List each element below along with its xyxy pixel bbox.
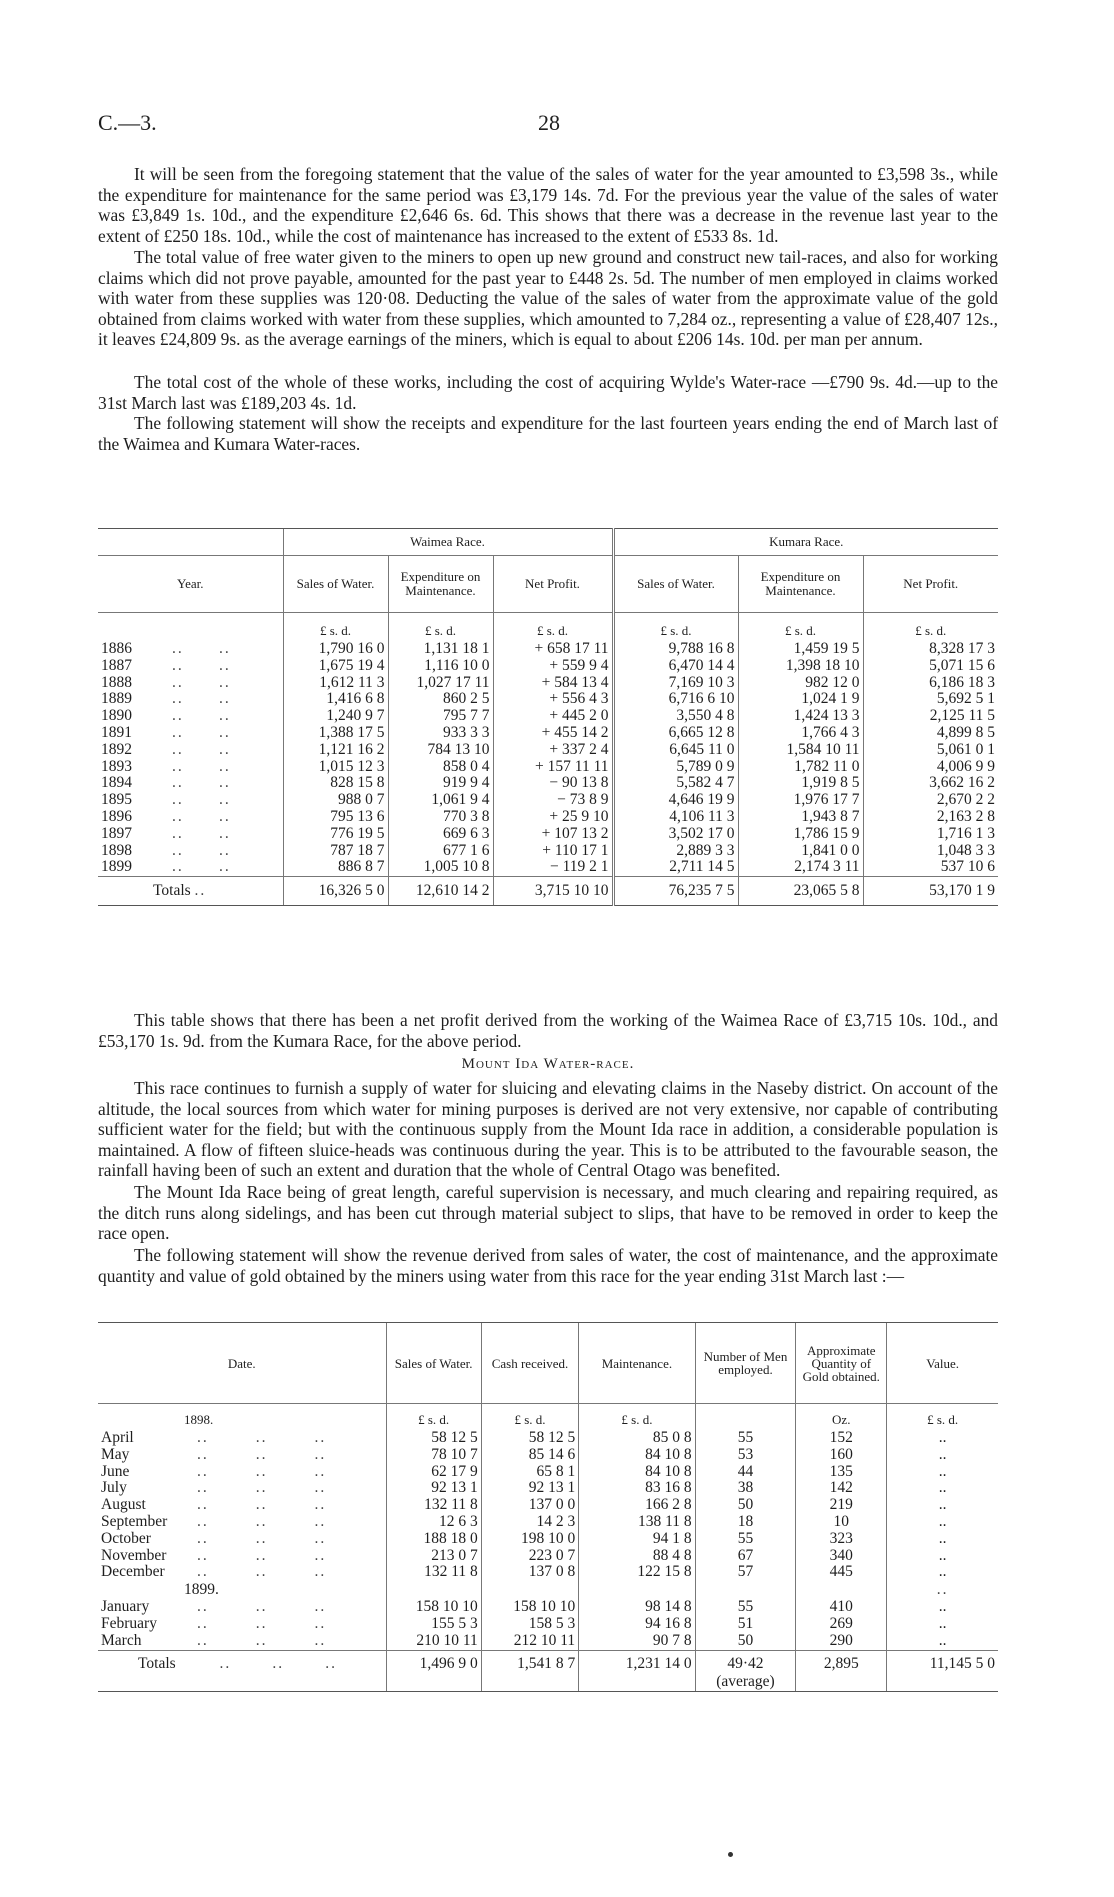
table-row: 1891 .. .. 1,388 17 5 933 3 3 + 455 14 2 6,665 12 8 1,766 4 3 4,899 8 5 — [98, 725, 998, 742]
total-cell: 76,235 7 5 — [613, 877, 738, 906]
table-cell: 340 — [796, 1548, 887, 1565]
col-sales: Sales of Water. — [386, 1323, 481, 1404]
table-cell: 828 15 8 — [283, 775, 388, 792]
table-cell: 57 — [695, 1564, 796, 1581]
total-cell: 53,170 1 9 — [863, 877, 998, 906]
table-cell: 51 — [695, 1616, 796, 1633]
table-cell: + 455 14 2 — [493, 725, 613, 742]
table-cell: .. — [887, 1633, 998, 1650]
table-row: 1894 .. .. 828 15 8 919 9 4 − 90 13 8 5,582 4 7 1,919 8 5 3,662 16 2 — [98, 775, 998, 792]
total-cell: 11,145 5 0 — [887, 1650, 998, 1691]
unit-label: £ s. d. — [613, 613, 738, 642]
table-cell: 1,048 3 3 — [863, 843, 998, 860]
col-waimea-expenditure: Expenditure on Maintenance. — [388, 556, 493, 613]
table-cell: 78 10 7 — [386, 1447, 481, 1464]
table-cell: 1,116 10 0 — [388, 658, 493, 675]
table-cell: 137 0 0 — [481, 1497, 578, 1514]
col-cash: Cash received. — [481, 1323, 578, 1404]
col-date: Date. — [98, 1323, 386, 1404]
table-cell: 770 3 8 — [388, 809, 493, 826]
paragraph-mount-ida-supervision: The Mount Ida Race being of great length, careful supervision is necessary, and much clearing and repairing required, as the ditch runs along sidelings, and has been cut through material subject to slips, that have to be removed in order to keep the race open. — [98, 1182, 998, 1244]
table-cell: 1,240 9 7 — [283, 708, 388, 725]
table-cell: 1,388 17 5 — [283, 725, 388, 742]
table-row: 1889 .. .. 1,416 6 8 860 2 5 + 556 4 3 6,716 6 10 1,024 1 9 5,692 5 1 — [98, 691, 998, 708]
totals-label: Totals — [153, 882, 191, 900]
table-cell: 85 14 6 — [481, 1447, 578, 1464]
unit-label: £ s. d. — [738, 613, 863, 642]
table-cell: 158 10 10 — [386, 1599, 481, 1616]
document-reference: C.—3. — [98, 110, 157, 135]
table-cell: 210 10 11 — [386, 1633, 481, 1650]
table-row: 1895 .. .. 988 0 7 1,061 9 4 − 73 8 9 4,646 19 9 1,976 17 7 2,670 2 2 — [98, 792, 998, 809]
table-cell: 5,582 4 7 — [613, 775, 738, 792]
col-maintenance: Maintenance. — [579, 1323, 695, 1404]
table-cell: 38 — [695, 1480, 796, 1497]
month-cell: July — [101, 1479, 127, 1497]
month-cell: May — [101, 1445, 130, 1463]
table-row: January .. .. .. 158 10 10 158 10 10 98 14 8 55 410 .. — [98, 1599, 998, 1616]
col-waimea-sales: Sales of Water. — [283, 556, 388, 613]
table-cell: 1,061 9 4 — [388, 792, 493, 809]
page-number: 28 — [538, 110, 560, 135]
table-cell: 223 0 7 — [481, 1548, 578, 1565]
table-cell: 537 10 6 — [863, 859, 998, 876]
paragraph-water-sales: It will be seen from the foregoing statement that the value of the sales of water for the year amounted to £3,598 3s., while the expenditure for maintenance for the same period was £3,179 14s. 7d. For the previous year the value of the sales of water was £3,849 1s. 10d., and the expenditure £2,646 6s. 6d. This shows that there was a decrease in the revenue last year to the extent of £250 18s. 10d., while the cost of maintenance has increased to the extent of £533 8s. 1d. — [98, 164, 998, 246]
table-cell: 90 7 8 — [579, 1633, 695, 1650]
paragraph-mount-ida-statement: The following statement will show the revenue derived from sales of water, the cost of maintenance, and the approximate quantity and value of gold obtained by the miners using water from this race for the year ending 31st March last :— — [98, 1245, 998, 1286]
col-waimea-profit: Net Profit. — [493, 556, 613, 613]
table-cell: 85 0 8 — [579, 1430, 695, 1447]
table-cell: 1,015 12 3 — [283, 759, 388, 776]
table-cell: 1,786 15 9 — [738, 826, 863, 843]
table-cell: 55 — [695, 1599, 796, 1616]
table-cell: 1,398 18 10 — [738, 658, 863, 675]
table-cell: 98 14 8 — [579, 1599, 695, 1616]
page-header — [98, 110, 998, 140]
table-cell: 4,006 9 9 — [863, 759, 998, 776]
table-row: 1898 .. .. 787 18 7 677 1 6 + 110 17 1 2,889 3 3 1,841 0 0 1,048 3 3 — [98, 843, 998, 860]
unit-label: £ s. d. — [887, 1404, 998, 1431]
table-cell: 188 18 0 — [386, 1531, 481, 1548]
unit-label: £ s. d. — [863, 613, 998, 642]
table-cell: 92 13 1 — [481, 1480, 578, 1497]
paragraph-net-profit: This table shows that there has been a net profit derived from the working of the Waimea Race of £3,715 10s. 10d., and £53,170 1s. 9d. from the Kumara Race, for the above period. — [98, 1010, 998, 1051]
month-cell: January — [101, 1598, 150, 1616]
table-cell: + 658 17 11 — [493, 641, 613, 658]
table-cell: .. — [887, 1548, 998, 1565]
table-cell: 1,790 16 0 — [283, 641, 388, 658]
table-cell: 135 — [796, 1464, 887, 1481]
month-cell: December — [101, 1563, 165, 1581]
table-cell: 65 8 1 — [481, 1464, 578, 1481]
month-cell: June — [101, 1462, 130, 1480]
unit-label: £ s. d. — [388, 613, 493, 642]
table-cell: 988 0 7 — [283, 792, 388, 809]
year-cell: 1891 — [101, 723, 132, 741]
table-cell: 269 — [796, 1616, 887, 1633]
table-cell: 198 10 0 — [481, 1531, 578, 1548]
table-cell: 290 — [796, 1633, 887, 1650]
table-cell: 933 3 3 — [388, 725, 493, 742]
table-cell: 92 13 1 — [386, 1480, 481, 1497]
table-cell: 1,416 6 8 — [283, 691, 388, 708]
month-cell: March — [101, 1631, 142, 1649]
table-row: 1887 .. .. 1,675 19 4 1,116 10 0 + 559 9 4 6,470 14 4 1,398 18 10 5,071 15 6 — [98, 658, 998, 675]
table-cell: 7,169 10 3 — [613, 675, 738, 692]
section-heading-mount-ida: Mount Ida Water-race. — [461, 1056, 635, 1072]
year-cell: 1886 — [101, 640, 132, 657]
col-value: Value. — [887, 1323, 998, 1404]
table-row: June .. .. .. 62 17 9 65 8 1 84 10 8 44 135 .. — [98, 1464, 998, 1481]
table-cell: .. — [887, 1564, 998, 1581]
table-cell: 160 — [796, 1447, 887, 1464]
table-cell: 1,976 17 7 — [738, 792, 863, 809]
table-row: 1897 .. .. 776 19 5 669 6 3 + 107 13 2 3,502 17 0 1,786 15 9 1,716 1 3 — [98, 826, 998, 843]
table-cell: − 73 8 9 — [493, 792, 613, 809]
table-cell: 3,502 17 0 — [613, 826, 738, 843]
table-cell: 3,662 16 2 — [863, 775, 998, 792]
table-cell: 1,841 0 0 — [738, 843, 863, 860]
table-cell: 1,612 11 3 — [283, 675, 388, 692]
table-cell: 142 — [796, 1480, 887, 1497]
table-cell: .. — [887, 1497, 998, 1514]
table-row: October .. .. .. 188 18 0 198 10 0 94 1 8 55 323 .. — [98, 1531, 998, 1548]
table-cell: 84 10 8 — [579, 1447, 695, 1464]
month-cell: August — [101, 1496, 146, 1514]
table-row: August .. .. .. 132 11 8 137 0 0 166 2 8 50 219 .. — [98, 1497, 998, 1514]
table-cell: 6,186 18 3 — [863, 675, 998, 692]
paragraph-total-cost: The total cost of the whole of these works, including the cost of acquiring Wylde's Water-race —£790 9s. 4d.—up to the 31st March last was £189,203 4s. 1d. — [98, 372, 998, 413]
table-cell: 6,716 6 10 — [613, 691, 738, 708]
table-cell: 166 2 8 — [579, 1497, 695, 1514]
table-cell: 4,899 8 5 — [863, 725, 998, 742]
table-cell: 784 13 10 — [388, 742, 493, 759]
table-cell: + 556 4 3 — [493, 691, 613, 708]
month-cell: November — [101, 1546, 167, 1564]
month-cell: October — [101, 1529, 151, 1547]
table-cell: + 584 13 4 — [493, 675, 613, 692]
table-cell: 5,789 0 9 — [613, 759, 738, 776]
table-totals-row: Totals .. 16,326 5 0 12,610 14 2 3,715 10 10 76,235 7 5 23,065 5 8 53,170 1 9 — [98, 877, 998, 906]
table-cell: 158 10 10 — [481, 1599, 578, 1616]
unit-label: £ s. d. — [493, 613, 613, 642]
table-cell: 155 5 3 — [386, 1616, 481, 1633]
table-row: September .. .. .. 12 6 3 14 2 3 138 11 8 18 10 .. — [98, 1514, 998, 1531]
table-cell: .. — [887, 1531, 998, 1548]
table-cell: 1,716 1 3 — [863, 826, 998, 843]
table-cell: 3,550 4 8 — [613, 708, 738, 725]
table-cell: 84 10 8 — [579, 1464, 695, 1481]
total-cell: 23,065 5 8 — [738, 877, 863, 906]
table-cell: 14 2 3 — [481, 1514, 578, 1531]
table-cell: 2,163 2 8 — [863, 809, 998, 826]
table-cell: 1,027 17 11 — [388, 675, 493, 692]
table-cell: + 559 9 4 — [493, 658, 613, 675]
table-row: 1893 .. .. 1,015 12 3 858 0 4 + 157 11 11 5,789 0 9 1,782 11 0 4,006 9 9 — [98, 759, 998, 776]
year-cell: 1896 — [101, 807, 132, 825]
table-cell: 6,665 12 8 — [613, 725, 738, 742]
table-cell: 1,005 10 8 — [388, 859, 493, 876]
bullet-mark — [728, 1852, 733, 1857]
waimea-kumara-table — [98, 528, 998, 906]
table-cell: 787 18 7 — [283, 843, 388, 860]
table-cell: + 445 2 0 — [493, 708, 613, 725]
table-cell: 67 — [695, 1548, 796, 1565]
table-cell: .. — [887, 1616, 998, 1633]
table-cell: 2,711 14 5 — [613, 859, 738, 876]
year-cell: 1899 — [101, 858, 132, 876]
table-cell: 2,889 3 3 — [613, 843, 738, 860]
table-cell: 677 1 6 — [388, 843, 493, 860]
total-cell: 2,895 — [796, 1650, 887, 1691]
year-cell: 1893 — [101, 757, 132, 775]
table-cell: 2,125 11 5 — [863, 708, 998, 725]
table-cell: 2,174 3 11 — [738, 859, 863, 876]
table-cell: 410 — [796, 1599, 887, 1616]
table-row: July .. .. .. 92 13 1 92 13 1 83 16 8 38 142 .. — [98, 1480, 998, 1497]
col-men: Number of Men employed. — [695, 1323, 796, 1404]
month-cell: September — [101, 1512, 168, 1530]
table-cell: 8,328 17 3 — [863, 641, 998, 658]
total-cell: 1,541 8 7 — [481, 1650, 578, 1691]
table-cell: 1,919 8 5 — [738, 775, 863, 792]
total-cell: 1,231 14 0 — [579, 1650, 695, 1691]
table-cell: 50 — [695, 1633, 796, 1650]
table-cell: 132 11 8 — [386, 1564, 481, 1581]
table-cell: 219 — [796, 1497, 887, 1514]
table-row: 1890 .. .. 1,240 9 7 795 7 7 + 445 2 0 3,550 4 8 1,424 13 3 2,125 11 5 — [98, 708, 998, 725]
col-kumara-profit: Net Profit. — [863, 556, 998, 613]
year-cell: 1887 — [101, 656, 132, 674]
table-cell: 982 12 0 — [738, 675, 863, 692]
table-cell: 1,121 16 2 — [283, 742, 388, 759]
table-cell: 860 2 5 — [388, 691, 493, 708]
table-cell: .. — [887, 1430, 998, 1447]
table-row: 1899 .. .. 886 8 7 1,005 10 8 − 119 2 1 2,711 14 5 2,174 3 11 537 10 6 — [98, 859, 998, 876]
year-cell: 1889 — [101, 690, 132, 708]
table-row: 1888 .. .. 1,612 11 3 1,027 17 11 + 584 13 4 7,169 10 3 982 12 0 6,186 18 3 — [98, 675, 998, 692]
table-cell: 137 0 8 — [481, 1564, 578, 1581]
average-note: (average) — [716, 1672, 775, 1690]
table-cell: 1,766 4 3 — [738, 725, 863, 742]
table-cell: 4,646 19 9 — [613, 792, 738, 809]
table-row: February .. .. .. 155 5 3 158 5 3 94 16 8 51 269 .. — [98, 1616, 998, 1633]
col-kumara-expenditure: Expenditure on Maintenance. — [738, 556, 863, 613]
table-cell: .. — [887, 1447, 998, 1464]
table-cell: + 157 11 11 — [493, 759, 613, 776]
table-cell: − 90 13 8 — [493, 775, 613, 792]
table-cell: 6,645 11 0 — [613, 742, 738, 759]
table-cell: 919 9 4 — [388, 775, 493, 792]
table-cell: 9,788 16 8 — [613, 641, 738, 658]
group-waimea: Waimea Race. — [283, 529, 613, 556]
table-cell: 4,106 11 3 — [613, 809, 738, 826]
year-cell: 1892 — [101, 740, 132, 758]
table-cell: 445 — [796, 1564, 887, 1581]
total-men-average: 49·42 — [727, 1654, 764, 1672]
table-cell: 858 0 4 — [388, 759, 493, 776]
table-cell: 1,424 13 3 — [738, 708, 863, 725]
table-cell: 669 6 3 — [388, 826, 493, 843]
table-cell: .. — [887, 1599, 998, 1616]
table-cell: 323 — [796, 1531, 887, 1548]
year-label-1898: 1898. — [184, 1412, 214, 1427]
year-cell: 1897 — [101, 824, 132, 842]
year-cell: 1888 — [101, 673, 132, 691]
table-cell: 58 12 5 — [481, 1430, 578, 1447]
table-cell: + 25 9 10 — [493, 809, 613, 826]
table-cell: 58 12 5 — [386, 1430, 481, 1447]
month-cell: February — [101, 1614, 157, 1632]
table-cell: 94 1 8 — [579, 1531, 695, 1548]
unit-label: £ s. d. — [386, 1404, 481, 1431]
table-cell: 886 8 7 — [283, 859, 388, 876]
table-cell: 212 10 11 — [481, 1633, 578, 1650]
table-cell: + 110 17 1 — [493, 843, 613, 860]
table-cell: 132 11 8 — [386, 1497, 481, 1514]
table-cell: .. — [887, 1514, 998, 1531]
table-cell: 795 7 7 — [388, 708, 493, 725]
table-cell: 62 17 9 — [386, 1464, 481, 1481]
paragraph-mount-ida-supply: This race continues to furnish a supply of water for sluicing and elevating claims in the Naseby district. On account of the altitude, the local sources from which water for mining purposes is derived are not very extensive, nor capable of contributing sufficient water for the field; but with the continuous supply from the Mount Ida race in addition, a considerable population is maintained. A flow of fifteen sluice-heads was continuous during the year. This is to be attributed to the favourable season, the rainfall having been of such an extent and duration that the whole of Central Otago was benefited. — [98, 1078, 998, 1181]
table-cell: 53 — [695, 1447, 796, 1464]
table-row: May .. .. .. 78 10 7 85 14 6 84 10 8 53 160 .. — [98, 1447, 998, 1464]
table-cell: 55 — [695, 1531, 796, 1548]
col-year: Year. — [98, 556, 283, 613]
table-cell: 1,024 1 9 — [738, 691, 863, 708]
table-row: 1892 .. .. 1,121 16 2 784 13 10 + 337 2 4 6,645 11 0 1,584 10 11 5,061 0 1 — [98, 742, 998, 759]
table-cell: 88 4 8 — [579, 1548, 695, 1565]
table-cell: 795 13 6 — [283, 809, 388, 826]
table-cell: 5,692 5 1 — [863, 691, 998, 708]
unit-label: £ s. d. — [283, 613, 388, 642]
table-cell: 158 5 3 — [481, 1616, 578, 1633]
table-cell: 152 — [796, 1430, 887, 1447]
col-gold: Approximate Quantity of Gold obtained. — [796, 1323, 887, 1404]
table-row: 1896 .. .. 795 13 6 770 3 8 + 25 9 10 4,106 11 3 1,943 8 7 2,163 2 8 — [98, 809, 998, 826]
table-cell: 1,782 11 0 — [738, 759, 863, 776]
paragraph-free-water: The total value of free water given to the miners to open up new ground and construct new tail-races, and also for working claims which did not prove payable, amounted for the past year to £448 2s. 5d. The number of men employed in claims worked with water from these supplies was 120·08. Deducting the value of the sales of water from the approximate value of the gold obtained from claims worked with water from these supplies, which amounted to 7,284 oz., representing a value of £28,407 12s., it leaves £24,809 9s. as the average earnings of the miners, which is equal to about £206 14s. 10d. per man per annum. — [98, 247, 998, 350]
table-cell: 1,459 19 5 — [738, 641, 863, 658]
table-cell: + 337 2 4 — [493, 742, 613, 759]
month-cell: April — [101, 1429, 134, 1446]
table-cell: 138 11 8 — [579, 1514, 695, 1531]
total-cell: 16,326 5 0 — [283, 877, 388, 906]
table-cell: 44 — [695, 1464, 796, 1481]
paragraph-statement-intro: The following statement will show the receipts and expenditure for the last fourteen years ending the end of March last of the Waimea and Kumara Water-races. — [98, 413, 998, 454]
table-cell: 12 6 3 — [386, 1514, 481, 1531]
group-kumara: Kumara Race. — [613, 529, 998, 556]
unit-label: Oz. — [796, 1404, 887, 1431]
table-cell: 213 0 7 — [386, 1548, 481, 1565]
table-row: 1886 .. .. 1,790 16 0 1,131 18 1 + 658 17 11 9,788 16 8 1,459 19 5 8,328 17 3 — [98, 641, 998, 658]
table-row: April .. .. .. 58 12 5 58 12 5 85 0 8 55 152 .. — [98, 1430, 998, 1447]
table-cell: 1,131 18 1 — [388, 641, 493, 658]
table-cell: 94 16 8 — [579, 1616, 695, 1633]
table-cell: 6,470 14 4 — [613, 658, 738, 675]
mount-ida-table: Date. Sales of Water. Cash received. Maintenance. Number of Men employed. Approximate Quantity of Gold obtained. Value. 1898. £ s. d. £ s. d. £ s. d. Oz. £ s. d. April .. .. .. 58 12 5 58 12 5 85 0 8 55 152 .. May .. .. .. 78 10 7 85 14 6 84 10 8 53 160 .. June .. .. .. 62 17 9 65 8 1 84 10 8 44 135 .. July .. .. .. 92 13 1 92 13 1 83 16 8 38 142 .. August .. .. .. 132 11 8 137 0 0 166 2 8 50 219 .. September .. .. .. 12 6 3 14 2 3 138 11 8 18 10 .. October .. .. .. 188 18 0 198 10 0 94 1 8 55 323 .. November .. .. .. 213 0 7 223 0 7 88 4 8 67 340 .. December .. .. .. 132 11 8 137 0 8 122 15 8 57 445 .. 1899. .. January .. .. .. 158 10 10 158 10 10 98 14 8 55 410 .. February .. .. .. 155 5 3 158 5 3 94 16 8 51 269 .. March .. .. .. 210 10 11 212 10 11 90 7 8 50 290 .. Totals .. .. .. 1,496 9 0 1,541 8 7 1,231 14 0 49·42 (average) 2,895 11,145 5 0 — [98, 1322, 998, 1692]
table-cell: 1,584 10 11 — [738, 742, 863, 759]
mount-ida-totals-row: Totals .. .. .. 1,496 9 0 1,541 8 7 1,231 14 0 49·42 (average) 2,895 11,145 5 0 — [98, 1650, 998, 1691]
table-cell: 18 — [695, 1514, 796, 1531]
table-cell: 2,670 2 2 — [863, 792, 998, 809]
table-cell: 1,675 19 4 — [283, 658, 388, 675]
table-cell: .. — [887, 1480, 998, 1497]
table-cell: 5,071 15 6 — [863, 658, 998, 675]
year-cell: 1898 — [101, 841, 132, 859]
table-cell: .. — [887, 1464, 998, 1481]
table-cell: 5,061 0 1 — [863, 742, 998, 759]
year-label-1899: 1899. — [184, 1581, 219, 1599]
totals-label: Totals — [138, 1654, 176, 1672]
unit-label: £ s. d. — [481, 1404, 578, 1431]
total-cell: 3,715 10 10 — [493, 877, 613, 906]
col-kumara-sales: Sales of Water. — [613, 556, 738, 613]
total-cell: 12,610 14 2 — [388, 877, 493, 906]
table-cell: + 107 13 2 — [493, 826, 613, 843]
table-cell: 83 16 8 — [579, 1480, 695, 1497]
table-cell: − 119 2 1 — [493, 859, 613, 876]
year-cell: 1890 — [101, 707, 132, 725]
table-cell: 10 — [796, 1514, 887, 1531]
unit-label: £ s. d. — [579, 1404, 695, 1431]
table-row: March .. .. .. 210 10 11 212 10 11 90 7 8 50 290 .. — [98, 1633, 998, 1650]
table-cell: 50 — [695, 1497, 796, 1514]
year-cell: 1894 — [101, 774, 132, 792]
table-cell: 1,943 8 7 — [738, 809, 863, 826]
table-row: November .. .. .. 213 0 7 223 0 7 88 4 8 67 340 .. — [98, 1548, 998, 1565]
table-row: December .. .. .. 132 11 8 137 0 8 122 15 8 57 445 .. — [98, 1564, 998, 1581]
table-cell: 55 — [695, 1430, 796, 1447]
table-cell: 122 15 8 — [579, 1564, 695, 1581]
total-cell: 1,496 9 0 — [386, 1650, 481, 1691]
table-cell: 776 19 5 — [283, 826, 388, 843]
year-cell: 1895 — [101, 791, 132, 809]
